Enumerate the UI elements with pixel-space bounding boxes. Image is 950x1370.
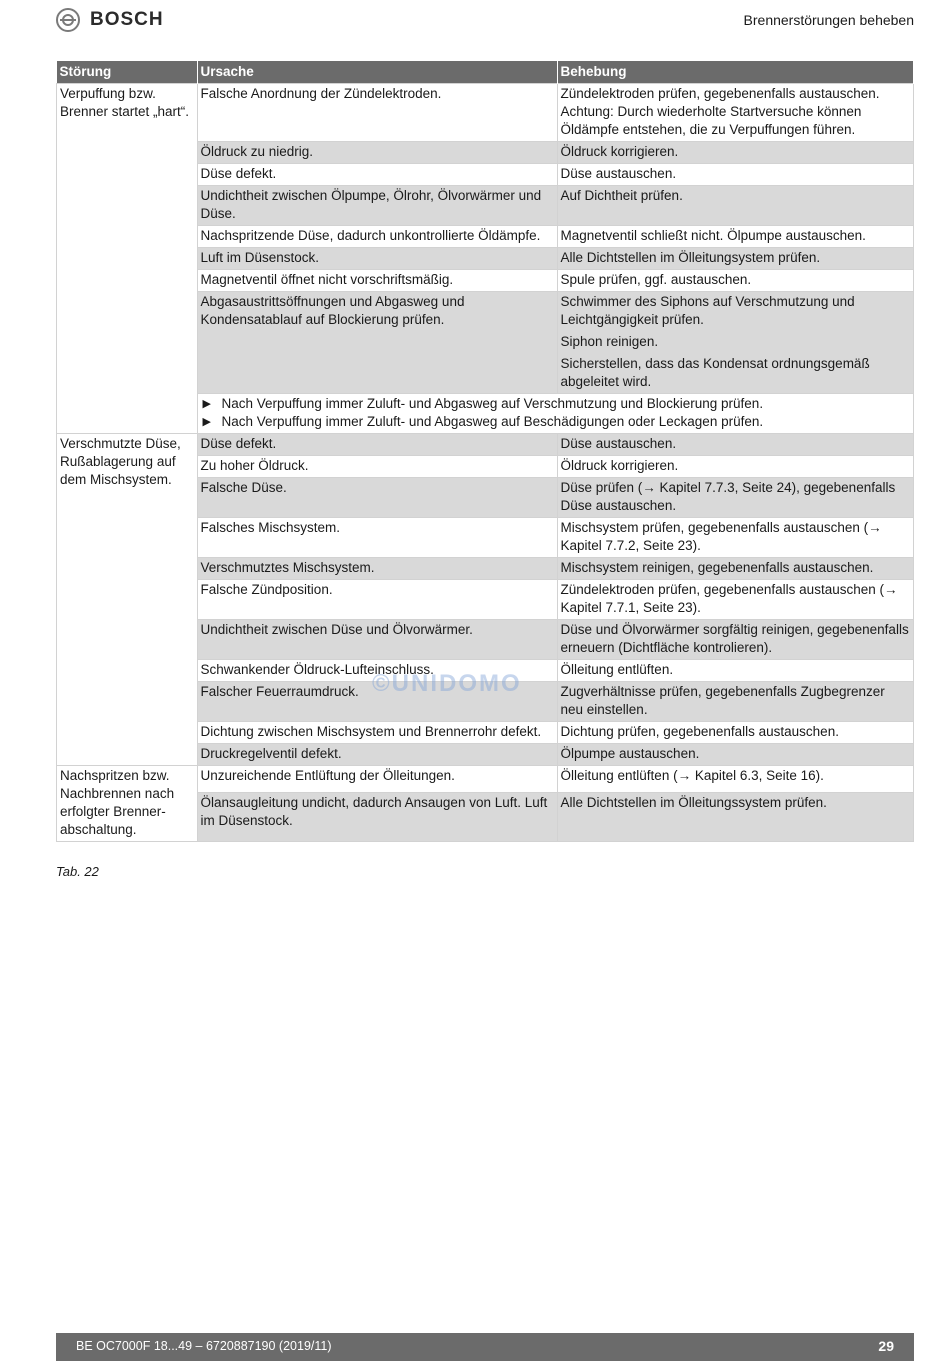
stoerung-cell: Verschmutzte Düse, Rußablagerung auf dem Mischsystem. xyxy=(57,434,198,766)
logo-text: BOSCH xyxy=(90,9,164,30)
instruction-text: Nach Verpuffung immer Zuluft- und Abgasweg auf Verschmutzung und Blockierung prüfen. xyxy=(221,396,764,411)
behebung-text: Mischsystem reinigen, gegebenenfalls austauschen. xyxy=(560,560,874,575)
header-stoerung: Störung xyxy=(57,61,198,84)
table-row xyxy=(57,766,914,793)
behebung-text: Öldruck korrigieren. xyxy=(560,144,679,159)
behebung-cell xyxy=(557,580,914,620)
behebung-text: Düse austauschen. xyxy=(560,166,677,181)
behebung-text: Düse und Ölvorwärmer sorgfältig reinigen, gegebenenfalls erneuern (Dichtfläche kontrolieren). xyxy=(560,622,909,655)
ursache-cell: Undichtheit zwischen Ölpumpe, Ölrohr, Ölvorwärmer und Düse. xyxy=(197,186,557,226)
ursache-cell: Verschmutztes Mischsystem. xyxy=(197,558,557,580)
instruction-text: Nach Verpuffung immer Zuluft- und Abgasweg auf Beschädigungen oder Leckagen prüfen. xyxy=(221,414,764,429)
ursache-cell: Druckregelventil defekt. xyxy=(197,744,557,766)
behebung-cell xyxy=(557,434,914,456)
behebung-cell xyxy=(557,292,914,394)
section-title: Brennerstörungen beheben xyxy=(743,12,914,28)
behebung-cell xyxy=(557,766,914,793)
ursache-cell: Schwankender Öldruck-Lufteinschluss. xyxy=(197,660,557,682)
behebung-text: Magnetventil schließt nicht. Ölpumpe austauschen. xyxy=(560,228,866,243)
bosch-armature-icon xyxy=(56,8,80,32)
table-row xyxy=(57,84,914,142)
behebung-text: Spule prüfen, ggf. austauschen. xyxy=(560,272,752,287)
ursache-cell: Falscher Feuerraumdruck. xyxy=(197,682,557,722)
behebung-text: Ölleitung entlüften (→ Kapitel 6.3, Seite 16). xyxy=(560,768,824,783)
behebung-cell xyxy=(557,186,914,226)
behebung-text: Zündelektroden prüfen, gegebenenfalls austauschen. Achtung: Durch wiederholte Startversuche können Öldämpfe entstehen, die zu Verpuffungen führen. xyxy=(560,86,880,137)
ursache-cell: Falsche Anordnung der Zündelektroden. xyxy=(197,84,557,142)
behebung-cell xyxy=(557,518,914,558)
table-body xyxy=(57,84,914,842)
behebung-text: Siphon reinigen. xyxy=(560,334,659,349)
page-header xyxy=(56,6,914,36)
instruction-cell xyxy=(197,394,914,434)
behebung-cell xyxy=(557,744,914,766)
ursache-cell: Undichtheit zwischen Düse und Ölvorwärmer. xyxy=(197,620,557,660)
ursache-cell: Düse defekt. xyxy=(197,164,557,186)
page-footer xyxy=(56,1333,914,1361)
behebung-cell xyxy=(557,682,914,722)
table-row xyxy=(57,434,914,456)
behebung-cell xyxy=(557,270,914,292)
arrow-bullet-icon: ▶ xyxy=(202,416,211,428)
behebung-cell xyxy=(557,248,914,270)
page-number: 29 xyxy=(878,1338,894,1354)
behebung-text: Düse prüfen (→ Kapitel 7.7.3, Seite 24), gegebenenfalls Düse austauschen. xyxy=(560,480,896,513)
ursache-cell: Nachspritzende Düse, dadurch unkontrollierte Öldämpfe. xyxy=(197,226,557,248)
table-header-row xyxy=(57,61,914,84)
instruction-step xyxy=(201,395,911,413)
ursache-cell: Zu hoher Öldruck. xyxy=(197,456,557,478)
stoerung-cell: Nachspritzen bzw. Nachbrennen nach erfolgter Brenner-abschaltung. xyxy=(57,766,198,842)
behebung-cell xyxy=(557,558,914,580)
ursache-cell: Falsche Düse. xyxy=(197,478,557,518)
behebung-cell xyxy=(557,226,914,248)
behebung-cell xyxy=(557,164,914,186)
behebung-text: Schwimmer des Siphons auf Verschmutzung und Leichtgängigkeit prüfen. xyxy=(560,294,855,327)
header-ursache: Ursache xyxy=(197,61,557,84)
behebung-cell xyxy=(557,722,914,744)
behebung-cell xyxy=(557,478,914,518)
bosch-logo xyxy=(56,8,164,32)
ursache-cell: Falsches Mischsystem. xyxy=(197,518,557,558)
header-behebung: Behebung xyxy=(557,61,914,84)
behebung-cell xyxy=(557,456,914,478)
table-caption: Tab. 22 xyxy=(56,864,99,879)
troubleshooting-table xyxy=(56,61,914,842)
behebung-cell xyxy=(557,620,914,660)
ursache-cell: Abgasaustrittsöffnungen und Abgasweg und Kondensatablauf auf Blockierung prüfen. xyxy=(197,292,557,394)
arrow-bullet-icon: ▶ xyxy=(202,398,211,410)
behebung-text: Alle Dichtstellen im Ölleitungssystem prüfen. xyxy=(560,794,827,810)
behebung-cell xyxy=(557,142,914,164)
instruction-step xyxy=(201,413,911,431)
watermark: ©UNIDOMO xyxy=(372,670,522,697)
behebung-cell xyxy=(557,792,914,841)
behebung-text: Sicherstellen, dass das Kondensat ordnungsgemäß abgeleitet wird. xyxy=(560,356,870,389)
stoerung-cell: Verpuffung bzw. Brenner startet „hart“. xyxy=(57,84,198,434)
ursache-cell: Düse defekt. xyxy=(197,434,557,456)
behebung-text: Dichtung prüfen, gegebenenfalls austauschen. xyxy=(560,724,839,739)
ursache-cell: Falsche Zündposition. xyxy=(197,580,557,620)
ursache-cell: Öldruck zu niedrig. xyxy=(197,142,557,164)
behebung-text: Alle Dichtstellen im Ölleitungsystem prüfen. xyxy=(560,250,821,265)
ursache-cell: Luft im Düsenstock. xyxy=(197,248,557,270)
document-number: BE OC7000F 18...49 – 6720887190 (2019/11) xyxy=(76,1339,332,1353)
behebung-text: Auf Dichtheit prüfen. xyxy=(560,188,683,203)
behebung-text: Zugverhältnisse prüfen, gegebenenfalls Zugbegrenzer neu einstellen. xyxy=(560,684,885,717)
behebung-cell xyxy=(557,660,914,682)
behebung-text: Ölleitung entlüften. xyxy=(560,662,674,677)
ursache-cell: Unzureichende Entlüftung der Ölleitungen. xyxy=(197,766,557,793)
behebung-text: Mischsystem prüfen, gegebenenfalls austauschen (→ Kapitel 7.7.2, Seite 23). xyxy=(560,520,882,553)
behebung-text: Düse austauschen. xyxy=(560,436,677,451)
ursache-cell: Ölansaugleitung undicht, dadurch Ansaugen von Luft. Luft im Düsenstock. xyxy=(197,792,557,841)
behebung-cell xyxy=(557,84,914,142)
behebung-text: Öldruck korrigieren. xyxy=(560,458,679,473)
behebung-text: Ölpumpe austauschen. xyxy=(560,746,700,761)
ursache-cell: Dichtung zwischen Mischsystem und Brennerrohr defekt. xyxy=(197,722,557,744)
behebung-text: Zündelektroden prüfen, gegebenenfalls austauschen (→ Kapitel 7.7.1, Seite 23). xyxy=(560,582,898,615)
ursache-cell: Magnetventil öffnet nicht vorschriftsmäßig. xyxy=(197,270,557,292)
